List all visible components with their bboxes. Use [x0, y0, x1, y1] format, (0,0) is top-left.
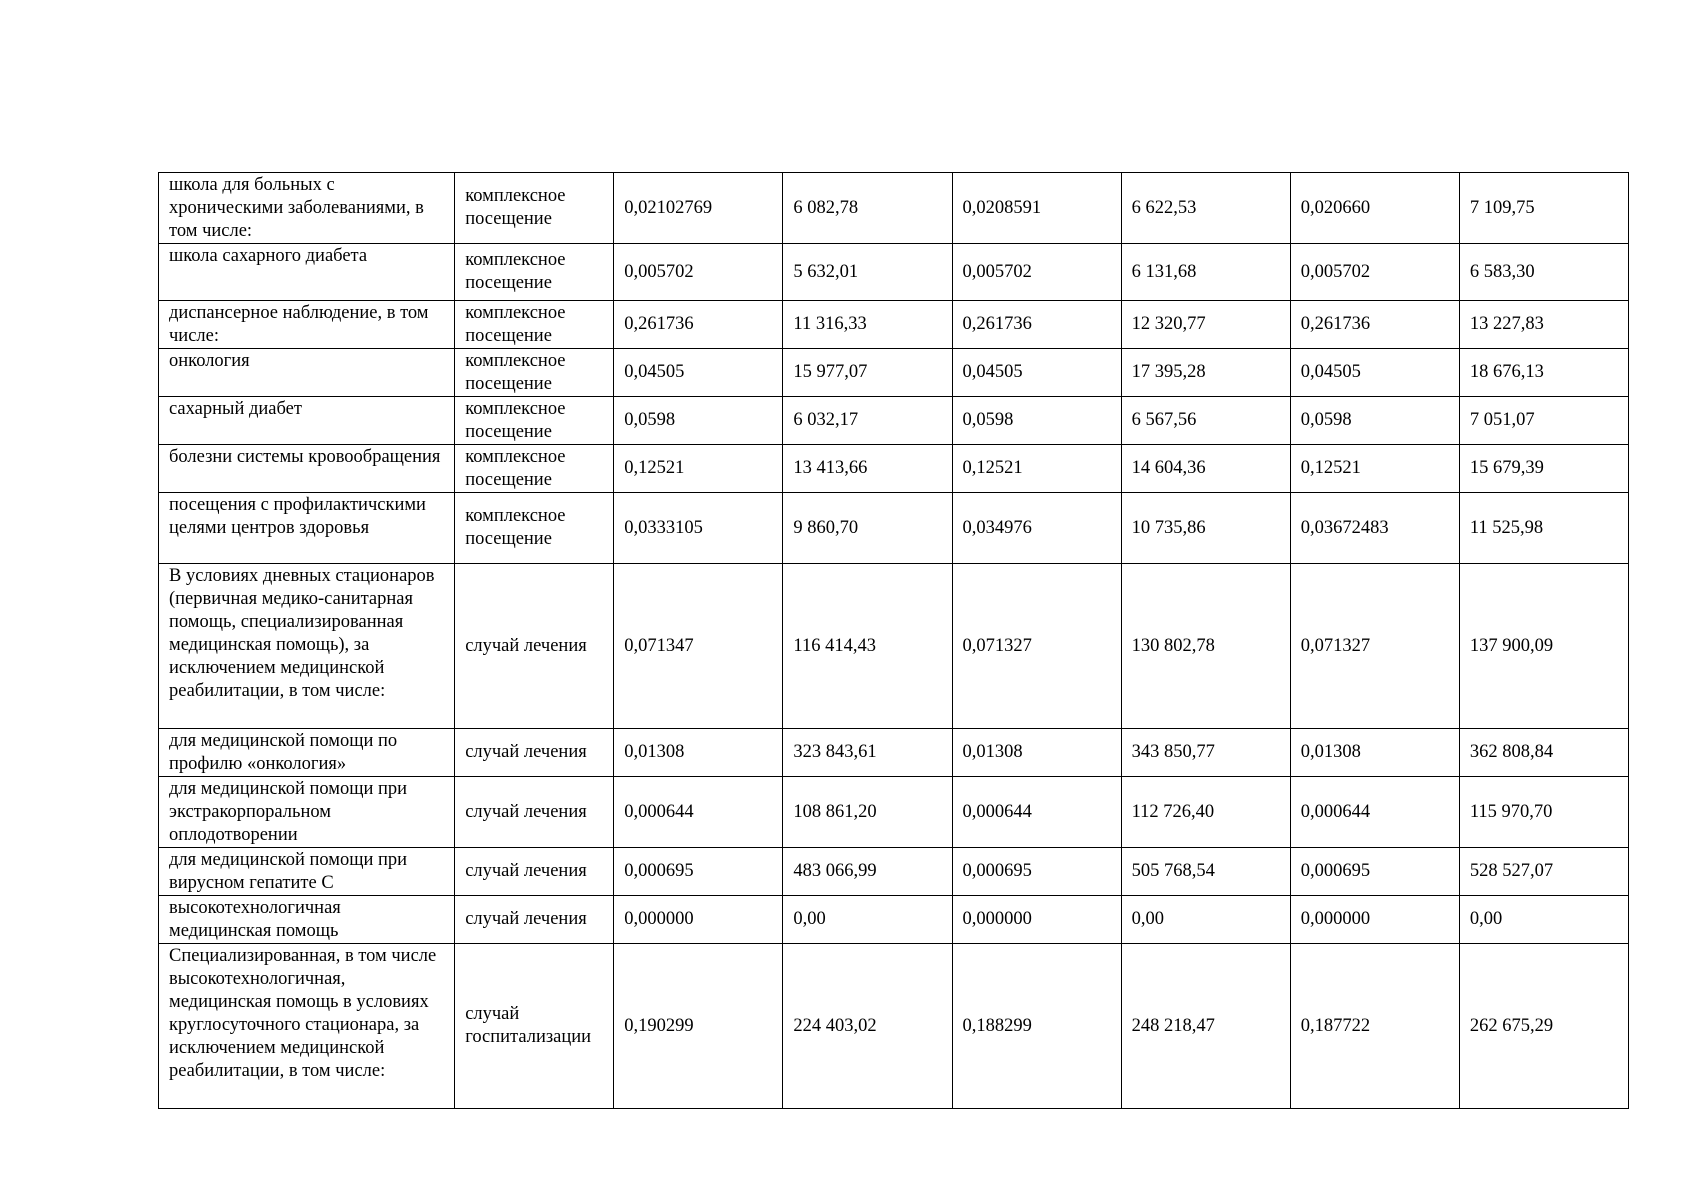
table-row: [159, 301, 1629, 349]
unit-cell: случай лечения: [455, 564, 614, 729]
table-row: [159, 397, 1629, 445]
value-cell: 0,00: [1459, 896, 1628, 944]
row-name-cell: школа для больных с хроническими заболеваниями, в том числе:: [159, 173, 455, 244]
value-cell: 11 525,98: [1459, 493, 1628, 564]
value-cell: 6 583,30: [1459, 244, 1628, 301]
table-row: [159, 896, 1629, 944]
row-name-cell: болезни системы кровообращения: [159, 445, 455, 493]
unit-cell: комплексное посещение: [455, 493, 614, 564]
value-cell: 0,020660: [1290, 173, 1459, 244]
unit-cell: случай лечения: [455, 896, 614, 944]
unit-cell: комплексное посещение: [455, 244, 614, 301]
row-name-cell: для медицинской помощи по профилю «онкология»: [159, 729, 455, 777]
value-cell: 0,04505: [952, 349, 1121, 397]
value-cell: 6 032,17: [783, 397, 952, 445]
table-row: [159, 349, 1629, 397]
unit-cell: комплексное посещение: [455, 397, 614, 445]
value-cell: 0,071327: [1290, 564, 1459, 729]
value-cell: 528 527,07: [1459, 848, 1628, 896]
value-cell: 116 414,43: [783, 564, 952, 729]
value-cell: 115 970,70: [1459, 777, 1628, 848]
value-cell: 0,01308: [1290, 729, 1459, 777]
value-cell: 0,261736: [614, 301, 783, 349]
unit-cell: случай лечения: [455, 777, 614, 848]
value-cell: 0,0598: [952, 397, 1121, 445]
value-cell: 7 109,75: [1459, 173, 1628, 244]
value-cell: 505 768,54: [1121, 848, 1290, 896]
value-cell: 0,01308: [614, 729, 783, 777]
value-cell: 12 320,77: [1121, 301, 1290, 349]
value-cell: 0,005702: [614, 244, 783, 301]
value-cell: 6 567,56: [1121, 397, 1290, 445]
row-name-cell: для медицинской помощи при вирусном гепатите С: [159, 848, 455, 896]
value-cell: 248 218,47: [1121, 944, 1290, 1109]
row-name-cell: школа сахарного диабета: [159, 244, 455, 301]
unit-cell: комплексное посещение: [455, 445, 614, 493]
value-cell: 0,01308: [952, 729, 1121, 777]
value-cell: 6 131,68: [1121, 244, 1290, 301]
unit-cell: случай лечения: [455, 848, 614, 896]
value-cell: 0,000644: [614, 777, 783, 848]
value-cell: 0,02102769: [614, 173, 783, 244]
value-cell: 108 861,20: [783, 777, 952, 848]
value-cell: 15 977,07: [783, 349, 952, 397]
value-cell: 0,03672483: [1290, 493, 1459, 564]
value-cell: 0,071327: [952, 564, 1121, 729]
value-cell: 137 900,09: [1459, 564, 1628, 729]
value-cell: 224 403,02: [783, 944, 952, 1109]
value-cell: 0,000644: [952, 777, 1121, 848]
table-row: [159, 729, 1629, 777]
value-cell: 15 679,39: [1459, 445, 1628, 493]
value-cell: 14 604,36: [1121, 445, 1290, 493]
table-row: [159, 848, 1629, 896]
value-cell: 0,000695: [1290, 848, 1459, 896]
value-cell: 0,000000: [1290, 896, 1459, 944]
value-cell: 0,005702: [1290, 244, 1459, 301]
value-cell: 0,187722: [1290, 944, 1459, 1109]
value-cell: 0,000695: [614, 848, 783, 896]
value-cell: 0,00: [1121, 896, 1290, 944]
value-cell: 7 051,07: [1459, 397, 1628, 445]
unit-cell: случай лечения: [455, 729, 614, 777]
value-cell: 0,0333105: [614, 493, 783, 564]
value-cell: 112 726,40: [1121, 777, 1290, 848]
value-cell: 17 395,28: [1121, 349, 1290, 397]
value-cell: 262 675,29: [1459, 944, 1628, 1109]
value-cell: 0,000000: [614, 896, 783, 944]
value-cell: 0,190299: [614, 944, 783, 1109]
value-cell: 343 850,77: [1121, 729, 1290, 777]
value-cell: 13 413,66: [783, 445, 952, 493]
value-cell: 11 316,33: [783, 301, 952, 349]
value-cell: 0,000000: [952, 896, 1121, 944]
row-name-cell: В условиях дневных стационаров (первичная медико-санитарная помощь, специализированная медицинская помощь), за исключением медицинской реабилитации, в том числе:: [159, 564, 455, 729]
table-row: [159, 244, 1629, 301]
value-cell: 10 735,86: [1121, 493, 1290, 564]
value-cell: 5 632,01: [783, 244, 952, 301]
value-cell: 6 622,53: [1121, 173, 1290, 244]
value-cell: 0,005702: [952, 244, 1121, 301]
table-row: [159, 564, 1629, 729]
value-cell: 323 843,61: [783, 729, 952, 777]
row-name-cell: онкология: [159, 349, 455, 397]
unit-cell: комплексное посещение: [455, 349, 614, 397]
value-cell: 9 860,70: [783, 493, 952, 564]
table-row: [159, 445, 1629, 493]
value-cell: 18 676,13: [1459, 349, 1628, 397]
value-cell: 0,071347: [614, 564, 783, 729]
unit-cell: случай госпитализации: [455, 944, 614, 1109]
row-name-cell: высокотехнологичная медицинская помощь: [159, 896, 455, 944]
row-name-cell: диспансерное наблюдение, в том числе:: [159, 301, 455, 349]
data-table: [158, 172, 1629, 1109]
value-cell: 0,261736: [952, 301, 1121, 349]
value-cell: 0,188299: [952, 944, 1121, 1109]
row-name-cell: посещения с профилактичскими целями центров здоровья: [159, 493, 455, 564]
value-cell: 130 802,78: [1121, 564, 1290, 729]
table-row: [159, 777, 1629, 848]
value-cell: 0,12521: [952, 445, 1121, 493]
value-cell: 0,04505: [614, 349, 783, 397]
unit-cell: комплексное посещение: [455, 173, 614, 244]
unit-cell: комплексное посещение: [455, 301, 614, 349]
value-cell: 0,034976: [952, 493, 1121, 564]
row-name-cell: Специализированная, в том числе высокотехнологичная, медицинская помощь в условиях круглосуточного стационара, за исключением медицинской реабилитации, в том числе:: [159, 944, 455, 1109]
row-name-cell: для медицинской помощи при экстракорпоральном оплодотворении: [159, 777, 455, 848]
row-name-cell: сахарный диабет: [159, 397, 455, 445]
value-cell: 0,12521: [1290, 445, 1459, 493]
table-row: [159, 493, 1629, 564]
value-cell: 6 082,78: [783, 173, 952, 244]
value-cell: 0,00: [783, 896, 952, 944]
value-cell: 0,000695: [952, 848, 1121, 896]
value-cell: 483 066,99: [783, 848, 952, 896]
table-row: [159, 173, 1629, 244]
table-row: [159, 944, 1629, 1109]
value-cell: 0,0598: [614, 397, 783, 445]
value-cell: 0,261736: [1290, 301, 1459, 349]
value-cell: 0,000644: [1290, 777, 1459, 848]
value-cell: 362 808,84: [1459, 729, 1628, 777]
value-cell: 0,04505: [1290, 349, 1459, 397]
value-cell: 13 227,83: [1459, 301, 1628, 349]
value-cell: 0,0598: [1290, 397, 1459, 445]
value-cell: 0,0208591: [952, 173, 1121, 244]
value-cell: 0,12521: [614, 445, 783, 493]
